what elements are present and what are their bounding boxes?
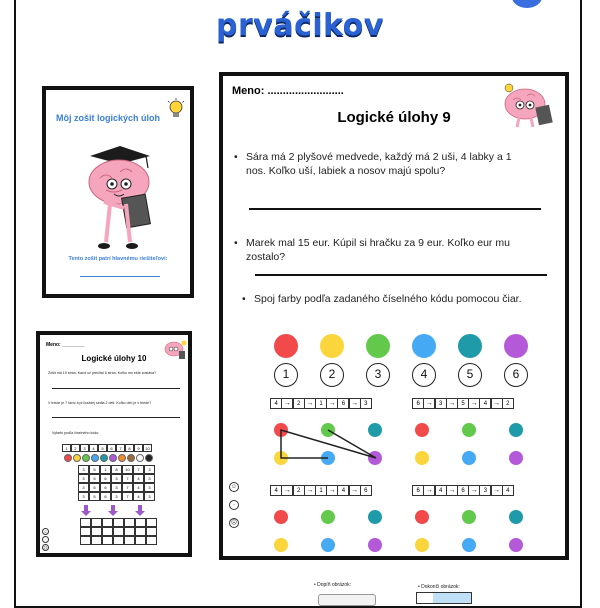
code-cell: 6 bbox=[457, 485, 469, 496]
code-cell: → bbox=[349, 485, 361, 496]
code-cell: → bbox=[326, 485, 338, 496]
code-cell: 6 bbox=[360, 485, 372, 496]
grid-number-cell: 3 bbox=[78, 492, 89, 501]
code-cell: → bbox=[468, 485, 480, 496]
ws10-question-3: Vyfarbi podľa číselného kódu: bbox=[52, 431, 100, 435]
cover-name-line bbox=[80, 276, 160, 277]
color-dot[interactable] bbox=[368, 423, 382, 437]
key-color-swatch bbox=[100, 454, 108, 462]
code-cell: → bbox=[423, 485, 435, 496]
code-cell: 4 bbox=[270, 485, 282, 496]
code-cell: 3 bbox=[360, 398, 372, 409]
color-dot[interactable] bbox=[274, 451, 288, 465]
color-dot[interactable] bbox=[415, 510, 429, 524]
key-color-swatch bbox=[109, 454, 117, 462]
code-cell: → bbox=[349, 398, 361, 409]
grid-number-cell: 10 bbox=[122, 465, 133, 474]
empty-grid-cell[interactable] bbox=[80, 527, 91, 536]
worksheet-10 bbox=[36, 331, 192, 557]
key-color-swatch bbox=[127, 454, 135, 462]
key-number-cell: 3 bbox=[80, 444, 89, 452]
color-dot[interactable] bbox=[415, 423, 429, 437]
empty-grid-cell[interactable] bbox=[124, 518, 135, 527]
grid-number-cell: 3 bbox=[78, 474, 89, 483]
color-dot[interactable] bbox=[415, 451, 429, 465]
empty-grid-cell[interactable] bbox=[124, 536, 135, 545]
code-cell: 4 bbox=[270, 398, 282, 409]
color-dot[interactable] bbox=[462, 451, 476, 465]
key-number-cell: 9 bbox=[134, 444, 143, 452]
color-circle-6 bbox=[504, 334, 528, 358]
code-cell: 4 bbox=[435, 485, 447, 496]
worksheet-9 bbox=[219, 72, 569, 560]
empty-grid-cell[interactable] bbox=[80, 518, 91, 527]
color-dot[interactable] bbox=[274, 423, 288, 437]
color-dot[interactable] bbox=[509, 510, 523, 524]
ws10-question-2: V triede je 7 lavíc a pri každej sedia 2 deti. Koľko detí je v triede? bbox=[48, 401, 152, 405]
color-dot[interactable] bbox=[509, 451, 523, 465]
grid-number-cell: 7 bbox=[122, 483, 133, 492]
code-cell: 6 bbox=[412, 398, 424, 409]
color-dot[interactable] bbox=[274, 538, 288, 552]
code-cell: → bbox=[423, 398, 435, 409]
code-cell: → bbox=[468, 398, 480, 409]
number-circle-4: 4 bbox=[412, 363, 436, 387]
color-circle-4 bbox=[412, 334, 436, 358]
empty-grid-cell[interactable] bbox=[91, 518, 102, 527]
color-dot[interactable] bbox=[462, 510, 476, 524]
grid-number-cell: 7 bbox=[133, 465, 144, 474]
empty-grid-cell[interactable] bbox=[146, 518, 157, 527]
key-color-swatch bbox=[73, 454, 81, 462]
empty-grid-cell[interactable] bbox=[124, 527, 135, 536]
empty-grid-cell[interactable] bbox=[135, 536, 146, 545]
ws10-name-label: Meno: ________ bbox=[46, 342, 85, 348]
empty-grid-cell[interactable] bbox=[102, 536, 113, 545]
color-circle-5 bbox=[458, 334, 482, 358]
color-dot[interactable] bbox=[321, 423, 335, 437]
ws9-question-2: • Marek mal 15 eur. Kúpil si hračku za 9 eur. Koľko eur mu zostalo? bbox=[234, 236, 534, 264]
ws9-answer-line-2[interactable] bbox=[255, 274, 547, 276]
grid-number-cell: 7 bbox=[122, 492, 133, 501]
cover-title: Môj zošit logických úloh bbox=[55, 113, 160, 123]
code-cell: → bbox=[326, 398, 338, 409]
code-cell: → bbox=[304, 485, 316, 496]
grid-number-cell: 6 bbox=[100, 483, 111, 492]
ws9-question-3: • Spoj farby podľa zadaného číselného kódu pomocou čiar. bbox=[242, 292, 542, 306]
number-circle-2: 2 bbox=[320, 363, 344, 387]
color-dot[interactable] bbox=[368, 538, 382, 552]
key-number-cell: 7 bbox=[116, 444, 125, 452]
ws10-answer-line-1[interactable] bbox=[52, 388, 180, 389]
grid-number-cell: 5 bbox=[89, 483, 100, 492]
ws9-answer-line-1[interactable] bbox=[249, 208, 541, 210]
code-cell: → bbox=[491, 485, 503, 496]
ws10-title: Logické úlohy 10 bbox=[81, 354, 147, 363]
footer-picture-right bbox=[416, 592, 472, 604]
grid-number-cell: 5 bbox=[89, 474, 100, 483]
grid-number-cell: 3 bbox=[78, 483, 89, 492]
grid-number-cell: 3 bbox=[111, 483, 122, 492]
color-dot[interactable] bbox=[509, 538, 523, 552]
code-cell: 6 bbox=[337, 398, 349, 409]
sad-face-icon[interactable]: ☹ bbox=[230, 520, 238, 526]
color-dot[interactable] bbox=[368, 510, 382, 524]
code-cell: 1 bbox=[315, 485, 327, 496]
empty-grid-cell[interactable] bbox=[80, 536, 91, 545]
grid-number-cell: 4 bbox=[133, 483, 144, 492]
smile-face-icon[interactable]: ☺ bbox=[43, 529, 48, 534]
code-cell: 4 bbox=[502, 485, 514, 496]
color-circle-3 bbox=[366, 334, 390, 358]
empty-grid-cell[interactable] bbox=[91, 527, 102, 536]
code-cell: → bbox=[281, 485, 293, 496]
ws9-question-1: • Sára má 2 plyšové medvede, každý má 2 uši, 4 labky a 1 nos. Koľko uší, labiek a nosov majú spolu? bbox=[234, 150, 534, 178]
color-dot[interactable] bbox=[368, 451, 382, 465]
code-cell: 2 bbox=[293, 398, 305, 409]
code-cell: → bbox=[281, 398, 293, 409]
key-number-cell: 5 bbox=[98, 444, 107, 452]
number-circle-1: 1 bbox=[274, 363, 298, 387]
key-color-swatch bbox=[145, 454, 153, 462]
key-number-cell: 1 bbox=[62, 444, 71, 452]
neutral-face-icon[interactable]: · bbox=[229, 500, 239, 510]
grid-number-cell: 1 bbox=[100, 465, 111, 474]
ws9-code-row-b bbox=[413, 398, 514, 409]
grid-number-cell: 3 bbox=[144, 474, 155, 483]
grid-number-cell: 6 bbox=[100, 474, 111, 483]
key-number-cell: 4 bbox=[89, 444, 98, 452]
key-color-swatch bbox=[91, 454, 99, 462]
grid-number-cell: 4 bbox=[133, 474, 144, 483]
code-cell: 2 bbox=[293, 485, 305, 496]
ws9-title: Logické úlohy 9 bbox=[337, 109, 451, 126]
grid-number-cell: 3 bbox=[144, 483, 155, 492]
code-cell: → bbox=[446, 485, 458, 496]
key-color-swatch bbox=[82, 454, 90, 462]
footer-picture-left bbox=[318, 594, 376, 606]
smile-face-icon[interactable]: ☺ bbox=[230, 484, 238, 490]
ws10-answer-line-2[interactable] bbox=[52, 417, 180, 418]
ws9-code-row-a bbox=[271, 398, 372, 409]
empty-grid-cell[interactable] bbox=[113, 527, 124, 536]
code-cell: 5 bbox=[457, 398, 469, 409]
grid-number-cell: 4 bbox=[133, 492, 144, 501]
key-color-swatch bbox=[136, 454, 144, 462]
empty-grid-cell[interactable] bbox=[113, 518, 124, 527]
code-cell: 3 bbox=[479, 485, 491, 496]
code-cell: → bbox=[304, 398, 316, 409]
cover-owner-text: Tento zošit patrí hlavnému riešiteľovi: bbox=[68, 256, 168, 262]
code-cell: → bbox=[446, 398, 458, 409]
ws10-arrows bbox=[78, 505, 158, 517]
ws10-question-1: Zošit má 19 strán. Karol už prečítal 6 strán. Koľko mu ešte zostáva? bbox=[48, 371, 157, 375]
color-dot[interactable] bbox=[321, 538, 335, 552]
ws9-code-row-d bbox=[413, 485, 514, 496]
empty-grid-cell[interactable] bbox=[146, 527, 157, 536]
lightbulb-icon bbox=[166, 98, 186, 120]
ws9-name-label: Meno: ......................... bbox=[232, 85, 344, 97]
grid-number-cell: 5 bbox=[89, 492, 100, 501]
color-dot[interactable] bbox=[274, 510, 288, 524]
color-circle-2 bbox=[320, 334, 344, 358]
empty-grid-cell[interactable] bbox=[113, 536, 124, 545]
number-circle-5: 5 bbox=[458, 363, 482, 387]
grid-number-cell: 3 bbox=[144, 465, 155, 474]
color-dot[interactable] bbox=[415, 538, 429, 552]
footer-label-right: • Dokonči obrázok: bbox=[418, 584, 460, 590]
color-dot[interactable] bbox=[321, 451, 335, 465]
code-cell: 4 bbox=[479, 398, 491, 409]
grid-number-cell: 8 bbox=[111, 465, 122, 474]
code-cell: 6 bbox=[412, 485, 424, 496]
sad-face-icon[interactable]: ☹ bbox=[43, 545, 48, 550]
brain-mascot-icon bbox=[76, 142, 162, 252]
code-cell: 3 bbox=[435, 398, 447, 409]
empty-grid-cell[interactable] bbox=[135, 518, 146, 527]
neutral-face-icon[interactable]: · bbox=[42, 536, 49, 543]
key-color-swatch bbox=[64, 454, 72, 462]
code-cell: → bbox=[491, 398, 503, 409]
grid-number-cell: 5 bbox=[89, 465, 100, 474]
grid-number-cell: 7 bbox=[122, 474, 133, 483]
cover-page bbox=[42, 86, 194, 298]
key-number-cell: 10 bbox=[143, 444, 152, 452]
code-cell: 4 bbox=[337, 485, 349, 496]
number-circle-6: 6 bbox=[504, 363, 528, 387]
grid-number-cell: 3 bbox=[111, 492, 122, 501]
grid-number-cell: 6 bbox=[100, 492, 111, 501]
key-color-swatch bbox=[118, 454, 126, 462]
empty-grid-cell[interactable] bbox=[91, 536, 102, 545]
color-dot[interactable] bbox=[321, 510, 335, 524]
color-dot[interactable] bbox=[509, 423, 523, 437]
grid-number-cell: 3 bbox=[144, 492, 155, 501]
color-dot[interactable] bbox=[462, 423, 476, 437]
grid-number-cell: 3 bbox=[111, 474, 122, 483]
empty-grid-cell[interactable] bbox=[135, 527, 146, 536]
empty-grid-cell[interactable] bbox=[102, 527, 113, 536]
ws9-code-row-c bbox=[271, 485, 372, 496]
key-number-cell: 2 bbox=[71, 444, 80, 452]
color-dot[interactable] bbox=[462, 538, 476, 552]
empty-grid-cell[interactable] bbox=[102, 518, 113, 527]
color-circle-1 bbox=[274, 334, 298, 358]
key-number-cell: 8 bbox=[125, 444, 134, 452]
code-cell: 2 bbox=[502, 398, 514, 409]
footer-label-left: • Dopíň obrázok: bbox=[314, 582, 352, 588]
grid-number-cell: 3 bbox=[78, 465, 89, 474]
empty-grid-cell[interactable] bbox=[146, 536, 157, 545]
code-cell: 1 bbox=[315, 398, 327, 409]
key-number-cell: 6 bbox=[107, 444, 116, 452]
number-circle-3: 3 bbox=[366, 363, 390, 387]
banner-title: prváčikov bbox=[216, 8, 384, 43]
